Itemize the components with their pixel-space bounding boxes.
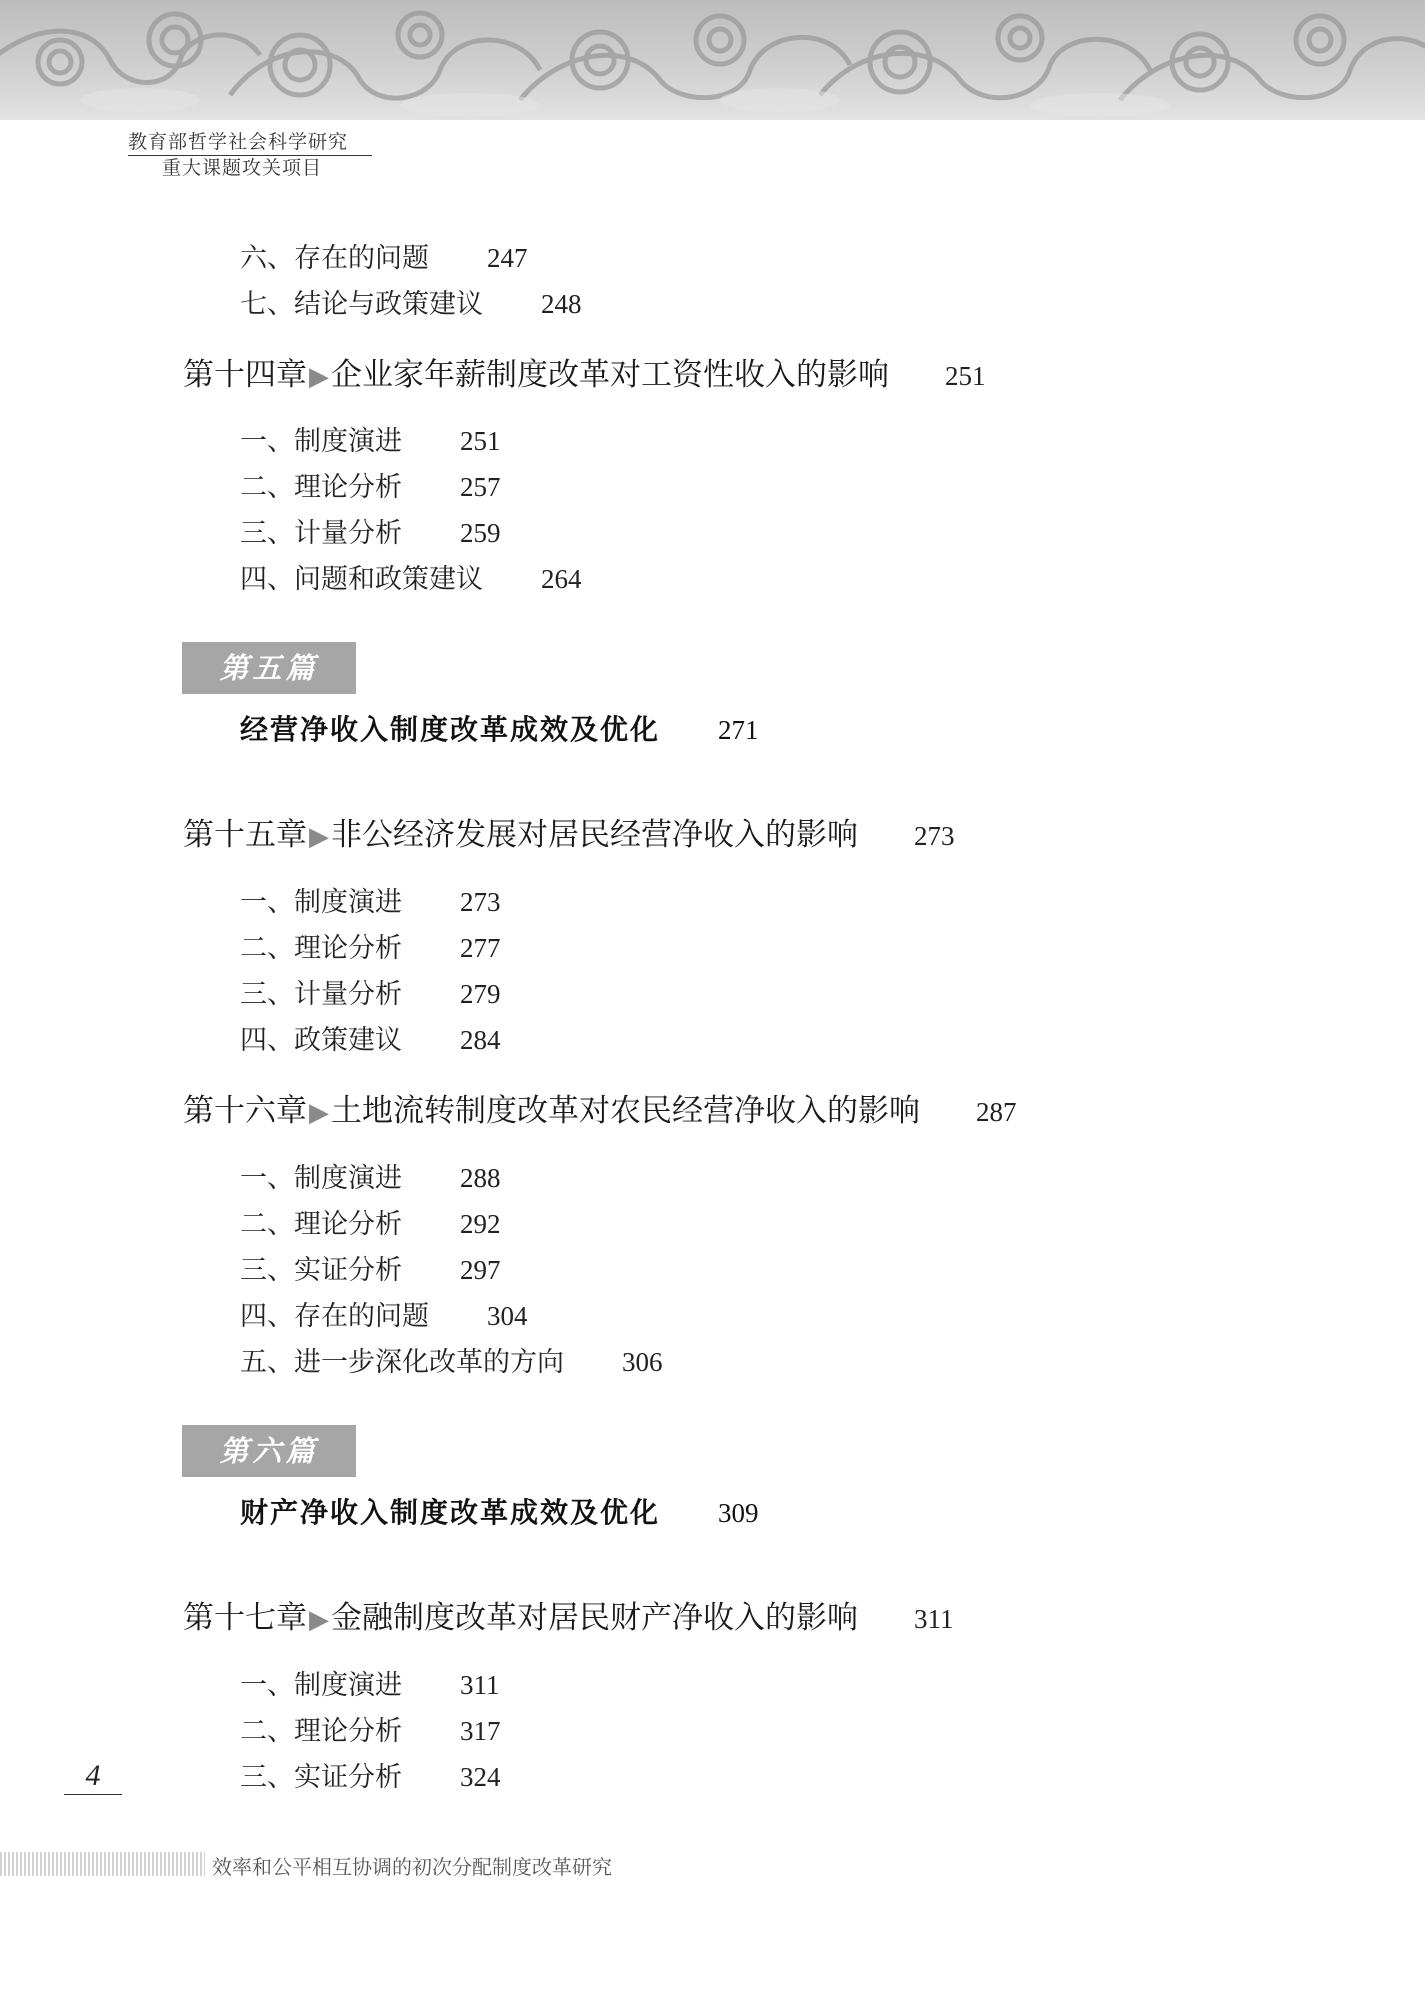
- toc-section-14-2[interactable]: [240, 470, 501, 505]
- toc-page-number: 297: [460, 1255, 501, 1285]
- toc-section-label: 一、制度演进: [240, 426, 402, 457]
- part-title-text: 经营净收入制度改革成效及优化: [240, 713, 661, 746]
- toc-section-15-2[interactable]: [240, 931, 501, 966]
- toc-page-number: 247: [487, 243, 528, 273]
- chapter-title: 金融制度改革对居民财产净收入的影响: [331, 1600, 858, 1636]
- book-title-footer: 效率和公平相互协调的初次分配制度改革研究: [212, 1855, 612, 1879]
- toc-page-number: 271: [718, 715, 759, 745]
- page-number: 4: [64, 1758, 122, 1795]
- toc-section-label: 三、实证分析: [240, 1762, 402, 1793]
- part-title-text: 财产净收入制度改革成效及优化: [240, 1496, 661, 1529]
- toc-section-15-4[interactable]: [240, 1023, 501, 1058]
- toc-section-label: 二、理论分析: [240, 933, 402, 964]
- toc-section-15-3[interactable]: [240, 977, 501, 1012]
- part-6-title[interactable]: [240, 1495, 759, 1531]
- toc-page-number: 309: [718, 1498, 759, 1528]
- chapter-title: 企业家年薪制度改革对工资性收入的影响: [331, 357, 889, 393]
- series-line-1: 教育部哲学社会科学研究: [128, 130, 372, 156]
- toc-page-number: 292: [460, 1209, 501, 1239]
- toc-section-16-3[interactable]: [240, 1253, 501, 1288]
- toc-chapter-16[interactable]: [183, 1091, 1017, 1133]
- toc-section-14-1[interactable]: [240, 424, 501, 459]
- toc-page-number: 251: [460, 426, 501, 456]
- toc-page-number: 288: [460, 1163, 501, 1193]
- toc-page-number: 259: [460, 518, 501, 548]
- toc-page-number: 304: [487, 1301, 528, 1331]
- triangle-arrow-icon: ▶: [309, 1605, 329, 1635]
- series-line-2: 重大课题攻关项目: [162, 157, 323, 179]
- toc-section-17-3[interactable]: [240, 1760, 501, 1795]
- toc-section-14-3[interactable]: [240, 516, 501, 551]
- toc-page-number: 273: [460, 887, 501, 917]
- toc-section-17-2[interactable]: [240, 1714, 501, 1749]
- triangle-arrow-icon: ▶: [309, 362, 329, 392]
- part-5-title[interactable]: [240, 712, 759, 748]
- toc-section-label: 三、计量分析: [240, 979, 402, 1010]
- toc-page-number: 317: [460, 1716, 501, 1746]
- toc-section-label: 四、存在的问题: [240, 1301, 429, 1332]
- toc-page-number: 311: [914, 1604, 954, 1634]
- toc-section-label: 三、实证分析: [240, 1255, 402, 1286]
- part-6-tag[interactable]: 第六篇: [182, 1425, 356, 1477]
- toc-page-number: 264: [541, 564, 582, 594]
- toc-chapter-15[interactable]: [183, 815, 955, 857]
- toc-section-13-7[interactable]: [240, 287, 582, 322]
- toc-page-number: 273: [914, 821, 955, 851]
- chapter-title: 土地流转制度改革对农民经营净收入的影响: [331, 1093, 920, 1129]
- chapter-label: 第十五章: [183, 817, 307, 853]
- chapter-label: 第十四章: [183, 357, 307, 393]
- toc-section-label: 三、计量分析: [240, 518, 402, 549]
- toc-section-label: 二、理论分析: [240, 1716, 402, 1747]
- toc-page-number: 306: [622, 1347, 663, 1377]
- triangle-arrow-icon: ▶: [309, 1098, 329, 1128]
- toc-page-number: 324: [460, 1762, 501, 1792]
- toc-section-14-4[interactable]: [240, 562, 582, 597]
- toc-page-number: 284: [460, 1025, 501, 1055]
- toc-section-label: 五、进一步深化改革的方向: [240, 1347, 564, 1378]
- toc-section-15-1[interactable]: [240, 885, 501, 920]
- toc-chapter-14[interactable]: [183, 355, 986, 397]
- toc-section-label: 一、制度演进: [240, 1163, 402, 1194]
- cloud-pattern-banner: [0, 0, 1425, 120]
- triangle-arrow-icon: ▶: [309, 822, 329, 852]
- toc-section-label: 四、问题和政策建议: [240, 564, 483, 595]
- toc-section-label: 七、结论与政策建议: [240, 289, 483, 320]
- chapter-title: 非公经济发展对居民经营净收入的影响: [331, 817, 858, 853]
- toc-section-16-5[interactable]: [240, 1345, 663, 1380]
- toc-chapter-17[interactable]: [183, 1598, 954, 1640]
- chapter-label: 第十六章: [183, 1093, 307, 1129]
- toc-section-label: 二、理论分析: [240, 472, 402, 503]
- cloud-pattern-icon: [0, 0, 1425, 120]
- toc-section-16-4[interactable]: [240, 1299, 528, 1334]
- toc-section-16-2[interactable]: [240, 1207, 501, 1242]
- toc-section-16-1[interactable]: [240, 1161, 501, 1196]
- toc-page-number: 257: [460, 472, 501, 502]
- toc-section-17-1[interactable]: [240, 1668, 500, 1703]
- toc-section-label: 六、存在的问题: [240, 243, 429, 274]
- toc-section-13-6[interactable]: [240, 241, 528, 276]
- part-5-tag[interactable]: 第五篇: [182, 642, 356, 694]
- chapter-label: 第十七章: [183, 1600, 307, 1636]
- toc-section-label: 一、制度演进: [240, 1670, 402, 1701]
- toc-section-label: 二、理论分析: [240, 1209, 402, 1240]
- footer-dot-pattern: [0, 1852, 205, 1876]
- toc-section-label: 四、政策建议: [240, 1025, 402, 1056]
- toc-section-label: 一、制度演进: [240, 887, 402, 918]
- toc-page-number: 248: [541, 289, 582, 319]
- toc-page-number: 287: [976, 1097, 1017, 1127]
- toc-page-number: 277: [460, 933, 501, 963]
- series-header: [128, 130, 372, 180]
- toc-page-number: 279: [460, 979, 501, 1009]
- toc-page-number: 251: [945, 361, 986, 391]
- toc-page-number: 311: [460, 1670, 500, 1700]
